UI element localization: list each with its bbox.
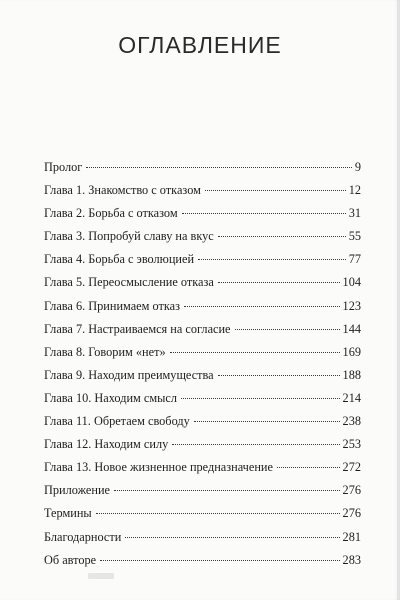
toc-entry-label: Глава 13. Новое жизненное предназначение — [44, 460, 273, 475]
toc-leader-dots — [125, 537, 339, 538]
page-title: ОГЛАВЛЕНИЕ — [118, 32, 282, 58]
toc-leader-dots — [100, 560, 339, 561]
toc-leader-dots — [218, 375, 340, 376]
toc-entry-acknowledgements — [44, 530, 361, 553]
toc-entry-page: 31 — [348, 206, 361, 221]
toc-entry-chapter-8 — [44, 345, 361, 368]
toc-entry-page: 283 — [342, 552, 361, 567]
faint-watermark — [88, 573, 114, 579]
toc-entry-chapter-3 — [44, 229, 361, 252]
toc-leader-dots — [218, 236, 346, 237]
toc-entry-chapter-10 — [44, 391, 361, 414]
toc-entry-label: Глава 6. Принимаем отказ — [44, 298, 180, 313]
toc-entry-page: 104 — [342, 275, 361, 290]
toc-entry-chapter-6 — [44, 299, 361, 322]
toc-entry-page: 238 — [342, 414, 361, 429]
toc-entry-label: Приложение — [44, 483, 110, 498]
toc-leader-dots — [170, 352, 340, 353]
toc-entry-label: Глава 11. Обретаем свободу — [44, 414, 190, 429]
toc-leader-dots — [277, 467, 340, 468]
toc-entry-page: 144 — [342, 321, 361, 336]
toc-entry-label: Глава 4. Борьба с эволюцией — [44, 252, 195, 267]
toc-entry-page: 12 — [348, 183, 361, 198]
toc-entry-chapter-2 — [44, 206, 361, 229]
toc-entry-chapter-7 — [44, 322, 361, 345]
toc-entry-appendix — [44, 483, 361, 506]
toc-leader-dots — [86, 167, 352, 168]
toc-entry-chapter-4 — [44, 252, 361, 275]
toc-entry-label: Глава 8. Говорим «нет» — [44, 344, 166, 359]
toc-entry-label: Глава 7. Настраиваемся на согласие — [44, 321, 231, 336]
toc-entry-page: 55 — [348, 229, 361, 244]
toc-entry-label: Глава 2. Борьба с отказом — [44, 206, 178, 221]
toc-entry-page: 77 — [348, 252, 361, 267]
toc-leader-dots — [218, 282, 340, 283]
toc-entry-page: 276 — [342, 506, 361, 521]
toc-entry-page: 123 — [342, 298, 361, 313]
toc-leader-dots — [172, 444, 339, 445]
toc-entry-label: Термины — [44, 506, 92, 521]
toc-leader-dots — [181, 398, 340, 399]
toc-entry-prolog — [44, 160, 361, 183]
toc-entry-label: Глава 12. Находим силу — [44, 437, 169, 452]
toc-entry-page: 272 — [342, 460, 361, 475]
toc-entry-page: 169 — [342, 344, 361, 359]
toc-entry-chapter-13 — [44, 460, 361, 483]
toc-leader-dots — [198, 259, 346, 260]
toc-leader-dots — [182, 213, 346, 214]
toc-entry-terms — [44, 506, 361, 529]
table-of-contents — [44, 160, 361, 576]
toc-entry-page: 214 — [342, 390, 361, 405]
toc-entry-page: 9 — [354, 160, 361, 174]
toc-entry-label: Глава 10. Находим смысл — [44, 390, 178, 405]
toc-leader-dots — [205, 190, 346, 191]
toc-entry-page: 276 — [342, 483, 361, 498]
toc-entry-label: Глава 3. Попробуй славу на вкус — [44, 229, 214, 244]
toc-entry-label: Пролог — [44, 160, 83, 174]
toc-leader-dots — [114, 490, 340, 491]
toc-leader-dots — [96, 513, 340, 514]
toc-entry-label: Благодарности — [44, 529, 122, 544]
toc-entry-label: Глава 1. Знакомство с отказом — [44, 183, 201, 198]
toc-entry-chapter-1 — [44, 183, 361, 206]
toc-entry-page: 281 — [342, 529, 361, 544]
toc-leader-dots — [194, 421, 340, 422]
toc-entry-chapter-5 — [44, 275, 361, 298]
toc-entry-page: 253 — [342, 437, 361, 452]
toc-entry-label: Глава 5. Переосмысление отказа — [44, 275, 214, 290]
toc-entry-page: 188 — [342, 367, 361, 382]
toc-leader-dots — [235, 329, 340, 330]
toc-entry-label: Глава 9. Находим преимущества — [44, 367, 214, 382]
toc-entry-chapter-12 — [44, 437, 361, 460]
toc-entry-chapter-11 — [44, 414, 361, 437]
toc-entry-chapter-9 — [44, 368, 361, 391]
toc-entry-label: Об авторе — [44, 552, 97, 567]
toc-leader-dots — [184, 306, 340, 307]
